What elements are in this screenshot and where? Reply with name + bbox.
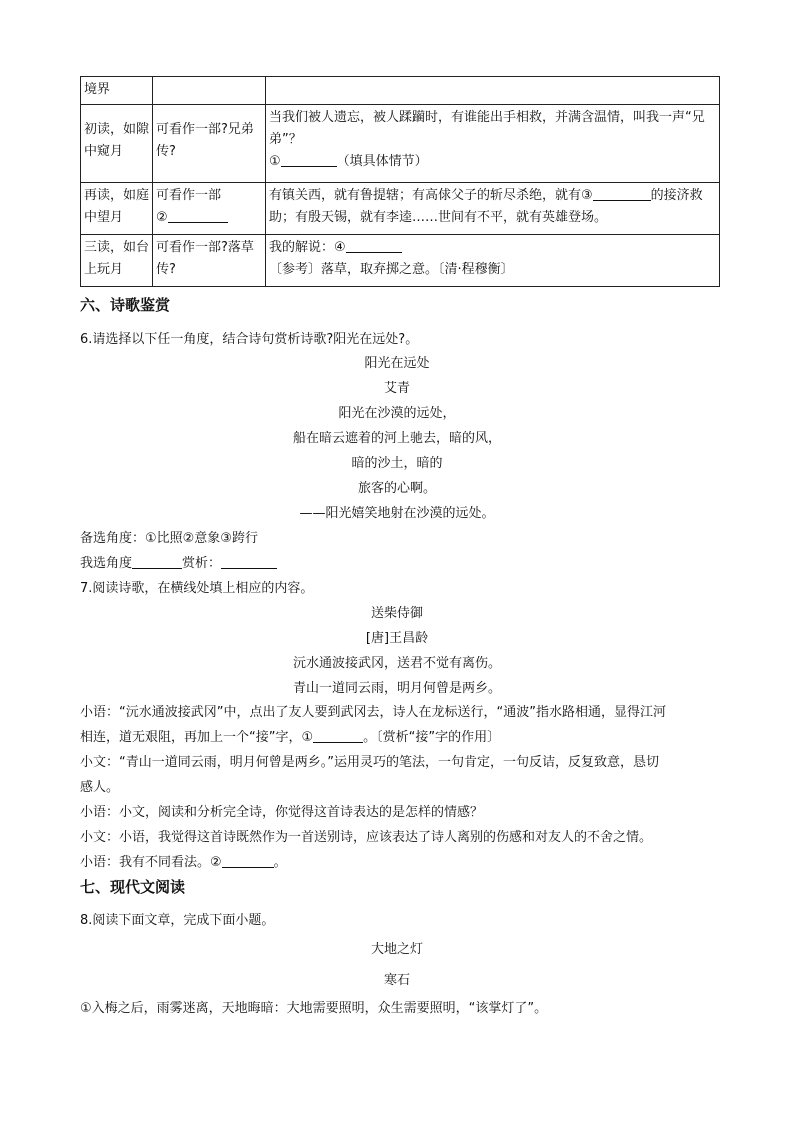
poem-line: 旅客的心啊。 bbox=[357, 481, 436, 496]
answer-blank[interactable] bbox=[593, 186, 651, 201]
dialogue-line: 感人。 bbox=[80, 780, 120, 795]
dialogue-text: 。 bbox=[273, 855, 287, 870]
table-cell bbox=[266, 105, 720, 183]
table-cell: 三读，如台上玩月 bbox=[81, 235, 153, 287]
poem-line: 阳光在沙漠的远处， bbox=[338, 406, 456, 421]
dialogue-line: 小文：小语，我觉得这首诗既然作为一首送别诗，应该表达了诗人离别的伤感和对友人的不舍之情。 bbox=[80, 830, 653, 845]
question-prompt: 8.阅读下面文章，完成下面小题。 bbox=[80, 913, 275, 928]
reading-table bbox=[80, 76, 720, 287]
cell-text: 可看作一部 bbox=[156, 188, 222, 203]
table-cell bbox=[153, 183, 266, 235]
blank-number: ① bbox=[269, 154, 281, 169]
dialogue-text: 。〔赏析“接”字的作用〕 bbox=[363, 730, 501, 745]
table-row bbox=[81, 77, 720, 105]
cell-line bbox=[156, 207, 262, 229]
answer-label: 赏析： bbox=[182, 556, 222, 571]
answer-blank[interactable] bbox=[221, 554, 277, 569]
section-heading: 六、诗歌鉴赏 bbox=[80, 296, 171, 314]
answer-blank[interactable] bbox=[132, 554, 182, 569]
cell-text: 当我们被人遗忘，被人蹂躏时，有谁能出手相救，并满含温情，叫我一声“兄弟”？ bbox=[269, 110, 705, 147]
question-prompt: 6.请选择以下任一角度，结合诗句赏析诗歌?阳光在远处?。 bbox=[80, 332, 419, 347]
answer-label: 我选角度 bbox=[80, 556, 133, 571]
poem-line: 船在暗云遮着的河上驰去，暗的风， bbox=[292, 431, 501, 446]
blank-number: ② bbox=[156, 210, 168, 225]
cell-note: （填具体情节） bbox=[336, 154, 428, 169]
table-cell: 再读，如庭中望月 bbox=[81, 183, 153, 235]
poem-author: 艾青 bbox=[383, 381, 410, 396]
angle-options: 备选角度：①比照②意象③跨行 bbox=[80, 531, 258, 546]
table-cell bbox=[266, 235, 720, 287]
answer-blank[interactable] bbox=[222, 853, 274, 868]
answer-blank[interactable] bbox=[313, 728, 363, 743]
article-author: 寒石 bbox=[383, 973, 410, 988]
cell-text: 初读，如隙中窥月 bbox=[84, 122, 150, 159]
dialogue-line: 小语：“沅水通波接武冈”中，点出了友人要到武冈去，诗人在龙标送行，“通波”指水路相通，显得江河 bbox=[80, 705, 666, 720]
answer-blank[interactable] bbox=[281, 152, 337, 167]
poem-author: [唐]王昌龄 bbox=[365, 631, 429, 646]
article-title: 大地之灯 bbox=[370, 942, 423, 957]
table-row bbox=[81, 183, 720, 235]
table-cell bbox=[153, 105, 266, 183]
poem-title: 阳光在远处 bbox=[364, 356, 430, 371]
table-cell: 可看作一部?落草传? bbox=[153, 235, 266, 287]
poem-line: 沅水通波接武冈，送君不觉有离伤。 bbox=[292, 656, 501, 671]
answer-blank[interactable] bbox=[168, 208, 228, 223]
dialogue-line: 小语：小文，阅读和分析完全诗，你觉得这首诗表达的是怎样的情感？ bbox=[80, 805, 484, 820]
dialogue-line bbox=[80, 851, 287, 875]
table-cell: 境界 bbox=[81, 77, 153, 105]
table-cell bbox=[81, 105, 153, 183]
table-row bbox=[81, 105, 720, 183]
cell-text: 有镇关西，就有鲁提辖；有高俅父子的斩尽杀绝，就有③ bbox=[269, 188, 593, 203]
cell-text: 可看作一部?兄弟传? bbox=[156, 122, 254, 159]
cell-text: 的接济救助；有殷天锡，就有李逵……世间有不平，就有英雄登场。 bbox=[269, 188, 703, 225]
poem-line: ——阳光嬉笑地射在沙漠的远处。 bbox=[299, 506, 495, 521]
table-row bbox=[81, 235, 720, 287]
dialogue-line: 小文：“青山一道同云雨，明月何曾是两乡。”运用灵巧的笔法，一句肯定，一句反诘，反复致意，恳切 bbox=[80, 755, 659, 770]
dialogue-line bbox=[80, 726, 500, 750]
cell-note: 〔参考〕落草，取弃掷之意。〔清·程穆衡〕 bbox=[269, 262, 514, 277]
table-cell bbox=[266, 183, 720, 235]
section-heading: 七、现代文阅读 bbox=[80, 878, 186, 896]
table-cell bbox=[266, 77, 720, 105]
cell-line bbox=[269, 237, 716, 259]
poem-title: 送柴侍御 bbox=[370, 606, 423, 621]
poem-line: 青山一道同云雨，明月何曾是两乡。 bbox=[292, 681, 501, 696]
poem-line: 暗的沙土，暗的 bbox=[351, 456, 443, 471]
question-prompt: 7.阅读诗歌，在横线处填上相应的内容。 bbox=[80, 581, 314, 596]
answer-blank[interactable] bbox=[346, 238, 402, 253]
article-paragraph: ①入梅之后，雨雾迷离，天地晦暗：大地需要照明，众生需要照明，“该掌灯了”。 bbox=[80, 1001, 548, 1016]
cell-line bbox=[269, 151, 716, 173]
table-cell bbox=[153, 77, 266, 105]
dialogue-text: 小语：我有不同看法。② bbox=[80, 855, 222, 870]
cell-text: 我的解说：④ bbox=[269, 240, 346, 255]
answer-line bbox=[80, 552, 277, 571]
dialogue-text: 相连，道无艰阻，再加上一个“接”字，① bbox=[80, 730, 314, 745]
